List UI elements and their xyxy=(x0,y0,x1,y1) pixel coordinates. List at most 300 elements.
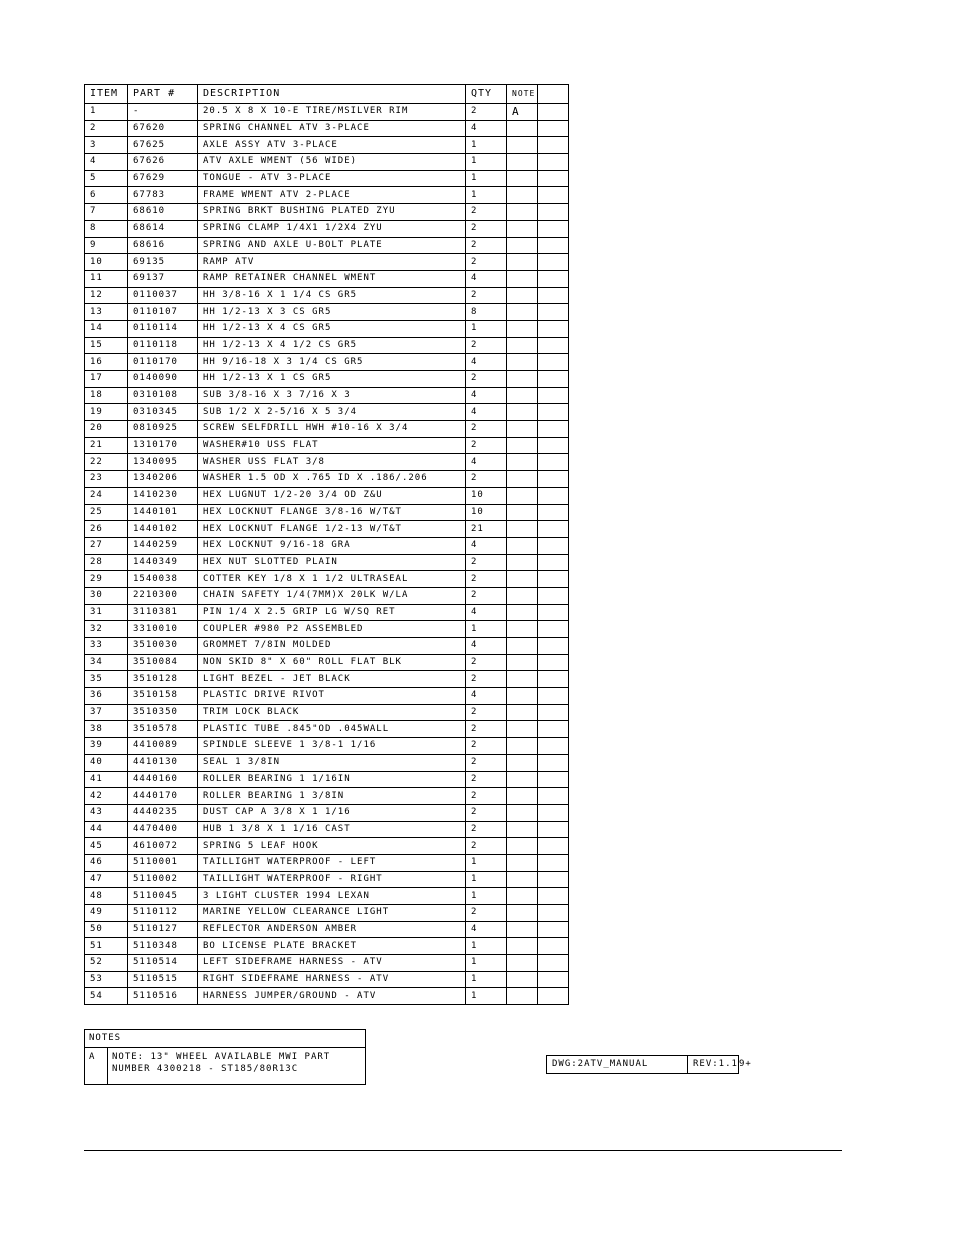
description-cell: TAILLIGHT WATERPROOF - LEFT xyxy=(198,854,466,871)
table-row xyxy=(85,888,569,905)
note-cell xyxy=(507,371,538,388)
blank-cell xyxy=(538,804,569,821)
parts-list-table xyxy=(84,84,569,1005)
part-number-cell: 0810925 xyxy=(128,421,198,438)
description-cell: ROLLER BEARING 1 3/8IN xyxy=(198,788,466,805)
description-cell: COUPLER #980 P2 ASSEMBLED xyxy=(198,621,466,638)
qty-cell: 4 xyxy=(466,537,507,554)
drawing-number: DWG:2ATV_MANUAL xyxy=(547,1056,688,1074)
note-cell xyxy=(507,437,538,454)
table-row xyxy=(85,120,569,137)
part-number-cell: 5110045 xyxy=(128,888,198,905)
item-cell: 28 xyxy=(85,554,128,571)
qty-cell: 2 xyxy=(466,421,507,438)
table-row xyxy=(85,220,569,237)
table-row xyxy=(85,270,569,287)
part-number-cell: 0110107 xyxy=(128,304,198,321)
note-cell xyxy=(507,704,538,721)
note-cell xyxy=(507,421,538,438)
part-number-cell: 69135 xyxy=(128,254,198,271)
blank-cell xyxy=(538,788,569,805)
description-cell: ROLLER BEARING 1 1/16IN xyxy=(198,771,466,788)
description-cell: HH 3/8-16 X 1 1/4 CS GR5 xyxy=(198,287,466,304)
qty-cell: 4 xyxy=(466,638,507,655)
note-text xyxy=(108,1048,366,1085)
blank-cell xyxy=(538,320,569,337)
item-cell: 6 xyxy=(85,187,128,204)
table-row xyxy=(85,454,569,471)
note-cell xyxy=(507,270,538,287)
item-cell: 42 xyxy=(85,788,128,805)
note-cell: A xyxy=(507,104,538,121)
part-number-cell: 1440102 xyxy=(128,521,198,538)
part-number-cell: 5110516 xyxy=(128,988,198,1005)
qty-cell: 1 xyxy=(466,170,507,187)
description-cell: REFLECTOR ANDERSON AMBER xyxy=(198,921,466,938)
table-row xyxy=(85,337,569,354)
blank-cell xyxy=(538,471,569,488)
note-cell xyxy=(507,204,538,221)
table-row xyxy=(85,688,569,705)
description-cell: FRAME WMENT ATV 2-PLACE xyxy=(198,187,466,204)
qty-cell: 4 xyxy=(466,270,507,287)
table-row xyxy=(85,921,569,938)
part-number-cell: 4410130 xyxy=(128,754,198,771)
blank-cell xyxy=(538,704,569,721)
blank-cell xyxy=(538,688,569,705)
part-number-cell: 4610072 xyxy=(128,838,198,855)
blank-cell xyxy=(538,287,569,304)
item-cell: 18 xyxy=(85,387,128,404)
note-cell xyxy=(507,521,538,538)
item-cell: 8 xyxy=(85,220,128,237)
description-cell: WASHER 1.5 OD X .765 ID X .186/.206 xyxy=(198,471,466,488)
table-row xyxy=(85,154,569,171)
item-cell: 11 xyxy=(85,270,128,287)
note-cell xyxy=(507,754,538,771)
blank-cell xyxy=(538,938,569,955)
table-row xyxy=(85,504,569,521)
description-cell: HEX LOCKNUT FLANGE 3/8-16 W/T&T xyxy=(198,504,466,521)
part-number-cell: 69137 xyxy=(128,270,198,287)
table-row xyxy=(85,354,569,371)
description-cell: TONGUE - ATV 3-PLACE xyxy=(198,170,466,187)
description-cell: BO LICENSE PLATE BRACKET xyxy=(198,938,466,955)
part-number-cell: 3310010 xyxy=(128,621,198,638)
qty-cell: 2 xyxy=(466,654,507,671)
item-cell: 40 xyxy=(85,754,128,771)
note-cell xyxy=(507,671,538,688)
blank-cell xyxy=(538,371,569,388)
blank-cell xyxy=(538,854,569,871)
table-row xyxy=(85,871,569,888)
item-cell: 1 xyxy=(85,104,128,121)
table-row xyxy=(85,821,569,838)
blank-cell xyxy=(538,254,569,271)
description-cell: HARNESS JUMPER/GROUND - ATV xyxy=(198,988,466,1005)
qty-cell: 2 xyxy=(466,571,507,588)
item-cell: 47 xyxy=(85,871,128,888)
item-cell: 46 xyxy=(85,854,128,871)
qty-cell: 1 xyxy=(466,187,507,204)
table-row xyxy=(85,304,569,321)
note-cell xyxy=(507,771,538,788)
blank-cell xyxy=(538,237,569,254)
item-cell: 35 xyxy=(85,671,128,688)
qty-cell: 4 xyxy=(466,604,507,621)
part-number-cell: 4470400 xyxy=(128,821,198,838)
item-cell: 52 xyxy=(85,955,128,972)
note-cell xyxy=(507,320,538,337)
table-row xyxy=(85,254,569,271)
blank-cell xyxy=(538,604,569,621)
blank-cell xyxy=(538,270,569,287)
blank-cell xyxy=(538,104,569,121)
description-cell: HH 1/2-13 X 4 1/2 CS GR5 xyxy=(198,337,466,354)
table-row xyxy=(85,287,569,304)
table-row xyxy=(85,738,569,755)
blank-cell xyxy=(538,421,569,438)
description-cell: SEAL 1 3/8IN xyxy=(198,754,466,771)
description-cell: 3 LIGHT CLUSTER 1994 LEXAN xyxy=(198,888,466,905)
note-cell xyxy=(507,354,538,371)
item-cell: 31 xyxy=(85,604,128,621)
note-cell xyxy=(507,220,538,237)
note-cell xyxy=(507,688,538,705)
note-key: A xyxy=(85,1048,108,1085)
table-row xyxy=(85,621,569,638)
part-number-cell: 4440160 xyxy=(128,771,198,788)
blank-cell xyxy=(538,821,569,838)
blank-cell xyxy=(538,587,569,604)
part-number-cell: 0310345 xyxy=(128,404,198,421)
blank-cell xyxy=(538,204,569,221)
qty-cell: 2 xyxy=(466,788,507,805)
description-cell: 20.5 X 8 X 10-E TIRE/MSILVER RIM xyxy=(198,104,466,121)
item-cell: 34 xyxy=(85,654,128,671)
blank-cell xyxy=(538,571,569,588)
revision-suffix: 9+ xyxy=(739,1059,752,1069)
part-number-cell: 68610 xyxy=(128,204,198,221)
note-cell xyxy=(507,888,538,905)
part-number-cell: 0110037 xyxy=(128,287,198,304)
blank-cell xyxy=(538,721,569,738)
qty-cell: 2 xyxy=(466,371,507,388)
description-cell: RAMP RETAINER CHANNEL WMENT xyxy=(198,270,466,287)
footer-rule xyxy=(84,1150,842,1151)
header-note: NOTE xyxy=(507,85,538,104)
item-cell: 24 xyxy=(85,487,128,504)
note-cell xyxy=(507,804,538,821)
blank-cell xyxy=(538,187,569,204)
title-block xyxy=(546,1055,739,1074)
qty-cell: 1 xyxy=(466,888,507,905)
blank-cell xyxy=(538,521,569,538)
blank-cell xyxy=(538,671,569,688)
note-cell xyxy=(507,971,538,988)
note-cell xyxy=(507,788,538,805)
part-number-cell: 5110001 xyxy=(128,854,198,871)
description-cell: TRIM LOCK BLACK xyxy=(198,704,466,721)
note-cell xyxy=(507,487,538,504)
table-row xyxy=(85,187,569,204)
description-cell: RIGHT SIDEFRAME HARNESS - ATV xyxy=(198,971,466,988)
qty-cell: 1 xyxy=(466,955,507,972)
header-blank xyxy=(538,85,569,104)
note-cell xyxy=(507,254,538,271)
table-row xyxy=(85,754,569,771)
parts-list-body xyxy=(85,104,569,1005)
item-cell: 16 xyxy=(85,354,128,371)
note-cell xyxy=(507,504,538,521)
part-number-cell: 3510084 xyxy=(128,654,198,671)
blank-cell xyxy=(538,638,569,655)
part-number-cell: 0110170 xyxy=(128,354,198,371)
blank-cell xyxy=(538,905,569,922)
description-cell: SCREW SELFDRILL HWH #10-16 X 3/4 xyxy=(198,421,466,438)
qty-cell: 8 xyxy=(466,304,507,321)
qty-cell: 2 xyxy=(466,204,507,221)
blank-cell xyxy=(538,988,569,1005)
qty-cell: 4 xyxy=(466,404,507,421)
item-cell: 20 xyxy=(85,421,128,438)
qty-cell: 2 xyxy=(466,738,507,755)
table-row xyxy=(85,604,569,621)
header-qty: QTY xyxy=(466,85,507,104)
qty-cell: 2 xyxy=(466,587,507,604)
note-cell xyxy=(507,738,538,755)
item-cell: 54 xyxy=(85,988,128,1005)
part-number-cell: 5110127 xyxy=(128,921,198,938)
blank-cell xyxy=(538,404,569,421)
qty-cell: 2 xyxy=(466,437,507,454)
item-cell: 25 xyxy=(85,504,128,521)
note-cell xyxy=(507,137,538,154)
qty-cell: 4 xyxy=(466,387,507,404)
part-number-cell: 4410089 xyxy=(128,738,198,755)
note-cell xyxy=(507,721,538,738)
blank-cell xyxy=(538,754,569,771)
qty-cell: 2 xyxy=(466,771,507,788)
qty-cell: 1 xyxy=(466,971,507,988)
part-number-cell: 0310108 xyxy=(128,387,198,404)
item-cell: 21 xyxy=(85,437,128,454)
notes-title: NOTES xyxy=(85,1030,366,1048)
qty-cell: 10 xyxy=(466,487,507,504)
note-cell xyxy=(507,287,538,304)
table-row xyxy=(85,204,569,221)
description-cell: PLASTIC DRIVE RIVOT xyxy=(198,688,466,705)
item-cell: 17 xyxy=(85,371,128,388)
qty-cell: 4 xyxy=(466,454,507,471)
blank-cell xyxy=(538,504,569,521)
item-cell: 43 xyxy=(85,804,128,821)
description-cell: COTTER KEY 1/8 X 1 1/2 ULTRASEAL xyxy=(198,571,466,588)
header-item: ITEM xyxy=(85,85,128,104)
table-row xyxy=(85,721,569,738)
qty-cell: 1 xyxy=(466,854,507,871)
part-number-cell: 0110114 xyxy=(128,320,198,337)
note-text-line: NUMBER 4300218 - ST185/80R13C xyxy=(112,1064,299,1074)
part-number-cell: 1440259 xyxy=(128,537,198,554)
description-cell: HH 1/2-13 X 3 CS GR5 xyxy=(198,304,466,321)
blank-cell xyxy=(538,454,569,471)
qty-cell: 2 xyxy=(466,671,507,688)
item-cell: 49 xyxy=(85,905,128,922)
item-cell: 41 xyxy=(85,771,128,788)
blank-cell xyxy=(538,771,569,788)
blank-cell xyxy=(538,437,569,454)
item-cell: 22 xyxy=(85,454,128,471)
blank-cell xyxy=(538,304,569,321)
table-row xyxy=(85,137,569,154)
item-cell: 51 xyxy=(85,938,128,955)
note-cell xyxy=(507,571,538,588)
part-number-cell: 1440101 xyxy=(128,504,198,521)
item-cell: 26 xyxy=(85,521,128,538)
note-cell xyxy=(507,938,538,955)
item-cell: 3 xyxy=(85,137,128,154)
note-cell xyxy=(507,838,538,855)
description-cell: NON SKID 8" X 60" ROLL FLAT BLK xyxy=(198,654,466,671)
table-row xyxy=(85,537,569,554)
item-cell: 30 xyxy=(85,587,128,604)
blank-cell xyxy=(538,654,569,671)
part-number-cell: 3510128 xyxy=(128,671,198,688)
note-cell xyxy=(507,237,538,254)
qty-cell: 4 xyxy=(466,688,507,705)
item-cell: 44 xyxy=(85,821,128,838)
qty-cell: 1 xyxy=(466,871,507,888)
qty-cell: 1 xyxy=(466,621,507,638)
note-cell xyxy=(507,871,538,888)
part-number-cell: 3110381 xyxy=(128,604,198,621)
note-cell xyxy=(507,387,538,404)
blank-cell xyxy=(538,354,569,371)
blank-cell xyxy=(538,387,569,404)
note-cell xyxy=(507,120,538,137)
part-number-cell: 5110514 xyxy=(128,955,198,972)
qty-cell: 2 xyxy=(466,287,507,304)
note-cell xyxy=(507,587,538,604)
item-cell: 7 xyxy=(85,204,128,221)
item-cell: 27 xyxy=(85,537,128,554)
qty-cell: 2 xyxy=(466,821,507,838)
blank-cell xyxy=(538,888,569,905)
part-number-cell: 3510350 xyxy=(128,704,198,721)
item-cell: 23 xyxy=(85,471,128,488)
part-number-cell: 68616 xyxy=(128,237,198,254)
table-row xyxy=(85,654,569,671)
part-number-cell: 5110112 xyxy=(128,905,198,922)
table-row xyxy=(85,104,569,121)
description-cell: HH 1/2-13 X 4 CS GR5 xyxy=(198,320,466,337)
part-number-cell: 5110002 xyxy=(128,871,198,888)
table-row xyxy=(85,771,569,788)
qty-cell: 2 xyxy=(466,237,507,254)
qty-cell: 2 xyxy=(466,704,507,721)
table-row xyxy=(85,521,569,538)
table-row xyxy=(85,804,569,821)
qty-cell: 1 xyxy=(466,938,507,955)
item-cell: 33 xyxy=(85,638,128,655)
qty-cell: 2 xyxy=(466,754,507,771)
qty-cell: 2 xyxy=(466,804,507,821)
table-row xyxy=(85,838,569,855)
note-cell xyxy=(507,154,538,171)
description-cell: SPRING AND AXLE U-BOLT PLATE xyxy=(198,237,466,254)
description-cell: HEX LOCKNUT 9/16-18 GRA xyxy=(198,537,466,554)
description-cell: PLASTIC TUBE .845"OD .045WALL xyxy=(198,721,466,738)
item-cell: 15 xyxy=(85,337,128,354)
description-cell: HUB 1 3/8 X 1 1/16 CAST xyxy=(198,821,466,838)
blank-cell xyxy=(538,738,569,755)
qty-cell: 2 xyxy=(466,104,507,121)
description-cell: HH 1/2-13 X 1 CS GR5 xyxy=(198,371,466,388)
qty-cell: 1 xyxy=(466,320,507,337)
blank-cell xyxy=(538,871,569,888)
blank-cell xyxy=(538,137,569,154)
table-row xyxy=(85,971,569,988)
description-cell: SPRING BRKT BUSHING PLATED ZYU xyxy=(198,204,466,221)
note-cell xyxy=(507,821,538,838)
description-cell: LIGHT BEZEL - JET BLACK xyxy=(198,671,466,688)
qty-cell: 4 xyxy=(466,120,507,137)
blank-cell xyxy=(538,971,569,988)
item-cell: 12 xyxy=(85,287,128,304)
note-cell xyxy=(507,304,538,321)
revision: REV:1.1 xyxy=(688,1056,739,1074)
item-cell: 36 xyxy=(85,688,128,705)
part-number-cell: 0140090 xyxy=(128,371,198,388)
table-row xyxy=(85,704,569,721)
note-cell xyxy=(507,187,538,204)
note-cell xyxy=(507,454,538,471)
part-number-cell: 0110118 xyxy=(128,337,198,354)
note-cell xyxy=(507,988,538,1005)
table-row xyxy=(85,988,569,1005)
notes-table xyxy=(84,1029,366,1085)
note-cell xyxy=(507,854,538,871)
note-cell xyxy=(507,638,538,655)
qty-cell: 2 xyxy=(466,254,507,271)
description-cell: SPINDLE SLEEVE 1 3/8-1 1/16 xyxy=(198,738,466,755)
item-cell: 53 xyxy=(85,971,128,988)
table-row xyxy=(85,237,569,254)
blank-cell xyxy=(538,838,569,855)
blank-cell xyxy=(538,337,569,354)
blank-cell xyxy=(538,487,569,504)
note-cell xyxy=(507,654,538,671)
table-row xyxy=(85,587,569,604)
description-cell: HEX NUT SLOTTED PLAIN xyxy=(198,554,466,571)
table-row xyxy=(85,905,569,922)
item-cell: 32 xyxy=(85,621,128,638)
table-row xyxy=(85,854,569,871)
part-number-cell: 1340206 xyxy=(128,471,198,488)
blank-cell xyxy=(538,921,569,938)
description-cell: HH 9/16-18 X 3 1/4 CS GR5 xyxy=(198,354,466,371)
blank-cell xyxy=(538,220,569,237)
description-cell: SPRING CHANNEL ATV 3-PLACE xyxy=(198,120,466,137)
part-number-cell: 5110348 xyxy=(128,938,198,955)
qty-cell: 2 xyxy=(466,905,507,922)
part-number-cell: 3510158 xyxy=(128,688,198,705)
table-row xyxy=(85,638,569,655)
item-cell: 13 xyxy=(85,304,128,321)
part-number-cell: 1410230 xyxy=(128,487,198,504)
description-cell: SUB 1/2 X 2-5/16 X 5 3/4 xyxy=(198,404,466,421)
